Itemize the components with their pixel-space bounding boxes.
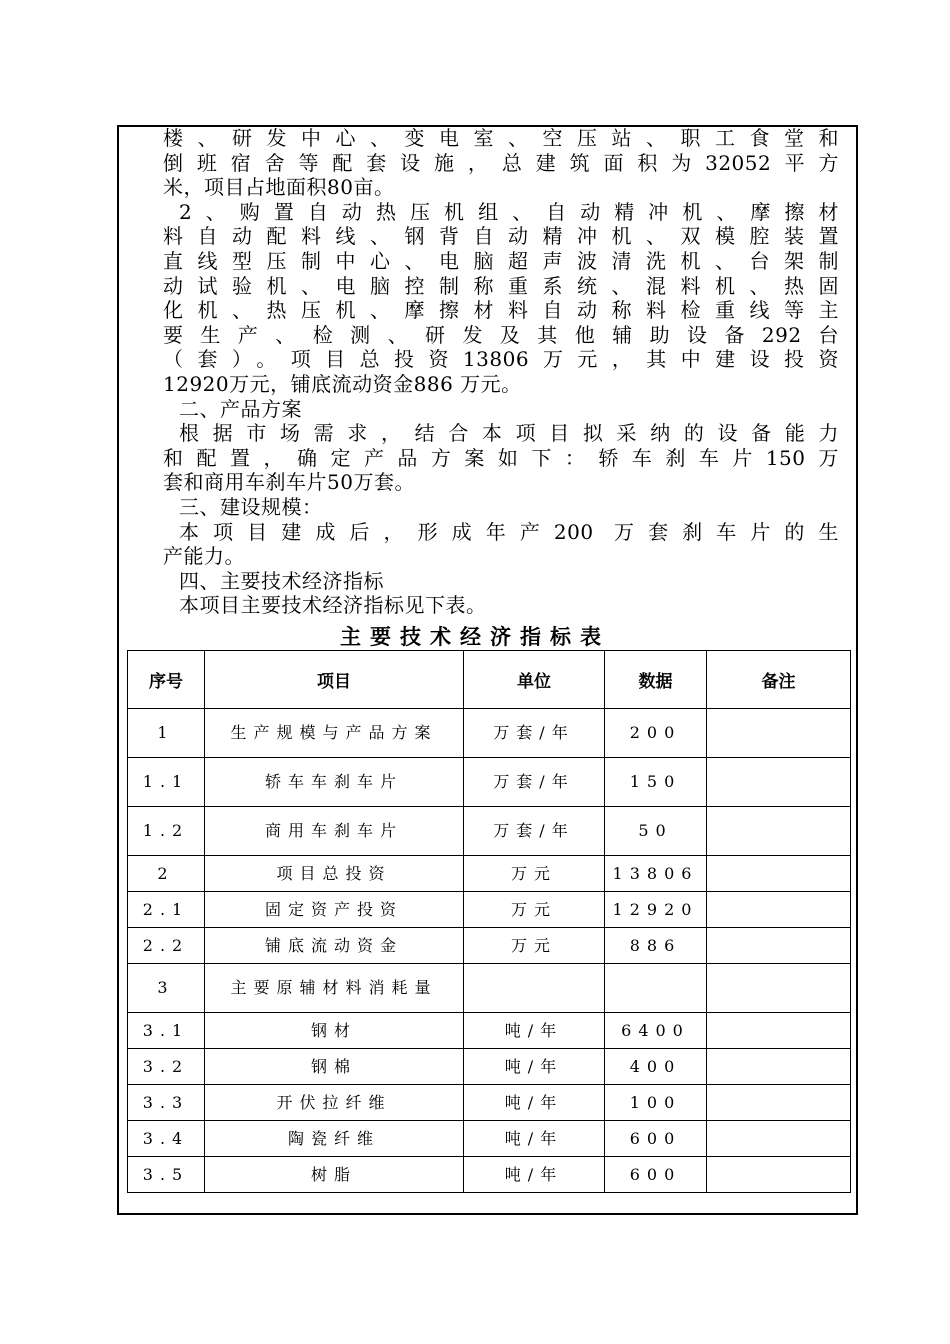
cell-note	[707, 1085, 851, 1121]
text-line: 化机、热压机、摩擦材料自动称料检重线等主	[163, 298, 839, 323]
cell-unit: 吨/年	[464, 1013, 605, 1049]
table-row	[128, 758, 851, 807]
cell-unit: 吨/年	[464, 1121, 605, 1157]
cell-value	[605, 964, 707, 1013]
text-line: 根据市场需求，结合本项目拟采纳的设备能力	[179, 421, 839, 446]
table-row	[128, 964, 851, 1013]
cell-note	[707, 856, 851, 892]
table-row	[128, 928, 851, 964]
cell-unit: 万套/年	[464, 807, 605, 856]
text-line: 米，项目占地面积80亩。	[163, 175, 395, 200]
cell-value: 50	[605, 807, 707, 856]
header-note: 备注	[707, 651, 851, 709]
cell-note	[707, 1157, 851, 1193]
cell-note	[707, 964, 851, 1013]
cell-value: 600	[605, 1121, 707, 1157]
header-item: 项目	[205, 651, 464, 709]
text-line: 和配置，确定产品方案如下：轿车刹车片150万	[163, 445, 839, 470]
cell-item: 钢棉	[205, 1049, 464, 1085]
body-text	[163, 126, 839, 618]
cell-item: 固定资产投资	[205, 892, 464, 928]
table-title: 主要技术经济指标表	[340, 624, 610, 649]
cell-unit	[464, 964, 605, 1013]
cell-value: 12920	[605, 892, 707, 928]
cell-note	[707, 1013, 851, 1049]
metrics-table	[127, 650, 851, 1193]
cell-value: 400	[605, 1049, 707, 1085]
cell-value: 600	[605, 1157, 707, 1193]
cell-no: 1	[128, 709, 205, 758]
cell-no: 3	[128, 964, 205, 1013]
text-line: 产能力。	[163, 544, 245, 569]
cell-item: 商用车刹车片	[205, 807, 464, 856]
cell-no: 3.1	[128, 1013, 205, 1049]
header-value: 数据	[605, 651, 707, 709]
table-row	[128, 1157, 851, 1193]
cell-value: 13806	[605, 856, 707, 892]
text-line: 料自动配料线、钢背自动精冲机、双模腔装置	[163, 224, 839, 249]
cell-no: 1.1	[128, 758, 205, 807]
table-header-row	[128, 651, 851, 709]
text-line: 本项目主要技术经济指标见下表。	[179, 593, 487, 618]
cell-unit: 吨/年	[464, 1085, 605, 1121]
cell-item: 钢材	[205, 1013, 464, 1049]
cell-item: 主要原辅材料消耗量	[205, 964, 464, 1013]
cell-note	[707, 709, 851, 758]
cell-value: 100	[605, 1085, 707, 1121]
cell-item: 项目总投资	[205, 856, 464, 892]
table-row	[128, 1085, 851, 1121]
cell-value: 6400	[605, 1013, 707, 1049]
text-line: 本项目建成后，形成年产200 万套刹车片的生	[179, 519, 839, 544]
cell-value: 150	[605, 758, 707, 807]
header-no: 序号	[128, 651, 205, 709]
section-heading: 二、产品方案	[179, 396, 302, 421]
table-row	[128, 1121, 851, 1157]
table-row	[128, 1013, 851, 1049]
cell-no: 2	[128, 856, 205, 892]
text-line: 要生产、检测、研发及其他辅助设备292台	[163, 322, 839, 347]
cell-note	[707, 892, 851, 928]
table-row	[128, 1049, 851, 1085]
text-line: 2、购置自动热压机组、自动精冲机、摩擦材	[179, 199, 839, 224]
cell-no: 2.2	[128, 928, 205, 964]
cell-no: 3.4	[128, 1121, 205, 1157]
cell-no: 3.3	[128, 1085, 205, 1121]
cell-no: 2.1	[128, 892, 205, 928]
cell-item: 树脂	[205, 1157, 464, 1193]
table-row	[128, 709, 851, 758]
cell-item: 铺底流动资金	[205, 928, 464, 964]
cell-note	[707, 807, 851, 856]
cell-unit: 万元	[464, 892, 605, 928]
text-line: （套）。项目总投资13806万元，其中建设投资	[163, 347, 839, 372]
cell-note	[707, 1049, 851, 1085]
text-line: 动试验机、电脑控制称重系统、混料机、热固	[163, 273, 839, 298]
text-line: 倒班宿舍等配套设施，总建筑面积为32052平方	[163, 150, 839, 175]
cell-item: 陶瓷纤维	[205, 1121, 464, 1157]
section-heading: 三、建设规模：	[179, 494, 323, 519]
text-line: 楼、研发中心、变电室、空压站、职工食堂和	[163, 126, 839, 150]
cell-unit: 万套/年	[464, 758, 605, 807]
cell-item: 开伏拉纤维	[205, 1085, 464, 1121]
cell-unit: 万元	[464, 928, 605, 964]
cell-value: 200	[605, 709, 707, 758]
text-line: 12920万元，铺底流动资金886 万元。	[163, 371, 522, 396]
table-row	[128, 807, 851, 856]
section-heading: 四、主要技术经济指标	[179, 568, 384, 593]
cell-no: 1.2	[128, 807, 205, 856]
cell-unit: 吨/年	[464, 1157, 605, 1193]
cell-no: 3.5	[128, 1157, 205, 1193]
cell-unit: 万元	[464, 856, 605, 892]
cell-note	[707, 1121, 851, 1157]
cell-item: 生产规模与产品方案	[205, 709, 464, 758]
table-row	[128, 892, 851, 928]
cell-unit: 万套/年	[464, 709, 605, 758]
header-unit: 单位	[464, 651, 605, 709]
text-line: 套和商用车刹车片50万套。	[163, 470, 415, 495]
cell-value: 886	[605, 928, 707, 964]
table-row	[128, 856, 851, 892]
cell-item: 轿车车刹车片	[205, 758, 464, 807]
cell-note	[707, 758, 851, 807]
cell-unit: 吨/年	[464, 1049, 605, 1085]
cell-note	[707, 928, 851, 964]
text-line: 直线型压制中心、电脑超声波清洗机、台架制	[163, 248, 839, 273]
cell-no: 3.2	[128, 1049, 205, 1085]
